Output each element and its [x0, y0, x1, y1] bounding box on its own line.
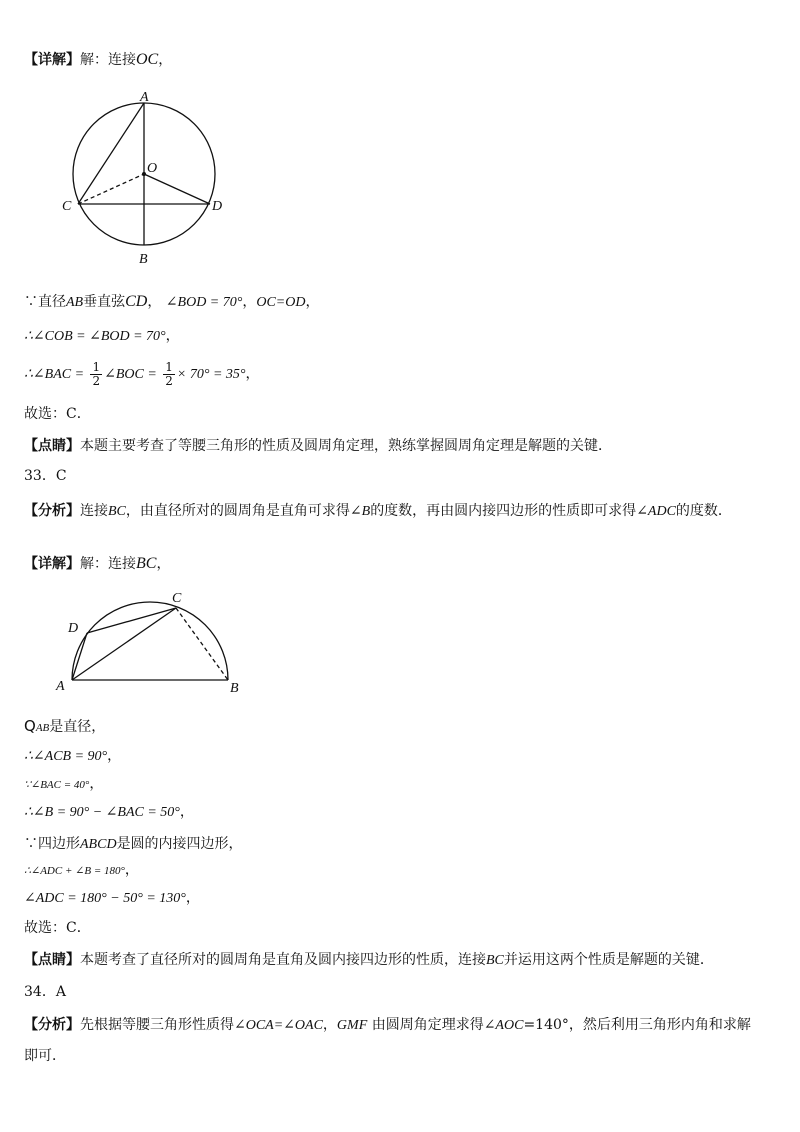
step-7-33: ∠ADC = 180° − 50° = 130°，: [24, 890, 200, 906]
answer-33: 故选：C．: [24, 920, 91, 936]
step-5-33: ∵四边形ABCD是圆的内接四边形，: [24, 836, 243, 852]
label-b: B: [139, 252, 148, 267]
label-c-2: C: [172, 591, 182, 606]
step-3-32: ∴∠BAC = $\frac{1}{2}$ ∠BOC = $\frac{1}{2}$ × 70° = 35°，: [24, 359, 260, 388]
analysis-34: 【分析】先根据等腰三角形性质得∠OCA=∠OAC，GMF 由圆周角定理求得∠AOC=140°，然后利用三角形内角和求解即可．: [24, 1017, 751, 1064]
step-2-33: ∴∠ACB = 90°，: [24, 748, 122, 764]
step-1-33: QAB是直径，: [24, 717, 106, 735]
label-a-2: A: [56, 679, 65, 694]
label-d: D: [212, 199, 223, 214]
segment-ad: [72, 633, 87, 680]
fraction-half-2: $\frac{1}{2}$: [165, 359, 173, 388]
center-point: [142, 172, 146, 176]
step-6-33: ∴∠ADC + ∠B = 180°，: [24, 862, 139, 878]
question-34-heading: 34．A: [24, 984, 66, 1000]
answer-32: 故选：C．: [24, 406, 91, 422]
review-33: 【点睛】本题考查了直径所对的圆周角是直角及圆内接四边形的性质，连接BC并运用这两个性质是解题的关键．: [24, 952, 714, 968]
question-33-heading: 33．C: [24, 468, 67, 484]
step-1-32: ∵直径AB垂直弦CD， ∠BOD = 70°，OC=OD，: [24, 293, 320, 310]
detail-tag: 【详解】: [24, 52, 80, 68]
label-b-2: B: [230, 681, 239, 696]
fraction-half-1: $\frac{1}{2}$: [92, 359, 101, 388]
label-o: O: [147, 161, 158, 176]
segment-od: [144, 174, 210, 204]
step-3-33: ∵∠BAC = 40°，: [24, 776, 104, 792]
review-32: 【点睛】本题主要考查了等腰三角形的性质及圆周角定理，熟练掌握圆周角定理是解题的关键．: [24, 438, 612, 454]
detail-line-33: 【详解】解：连接BC，: [24, 555, 171, 572]
semicircle-arc: [72, 602, 228, 680]
segment-cb-dashed: [176, 608, 228, 680]
label-d-2: D: [68, 621, 79, 636]
semicircle-diagram: [50, 586, 250, 696]
segment-ac: [72, 608, 176, 680]
detail-line-32: 【详解】解：连接OC，: [24, 51, 173, 68]
step-2-32: ∴∠COB = ∠BOD = 70°，: [24, 328, 180, 344]
label-c: C: [62, 199, 72, 214]
step-4-33: ∴∠B = 90° − ∠BAC = 50°，: [24, 804, 194, 820]
analysis-33: 【分析】连接BC，由直径所对的圆周角是直角可求得∠B的度数，再由圆内接四边形的性质即可求得∠ADC的度数．: [24, 503, 732, 519]
circle-diagram: [50, 88, 230, 268]
label-a: A: [140, 90, 149, 105]
